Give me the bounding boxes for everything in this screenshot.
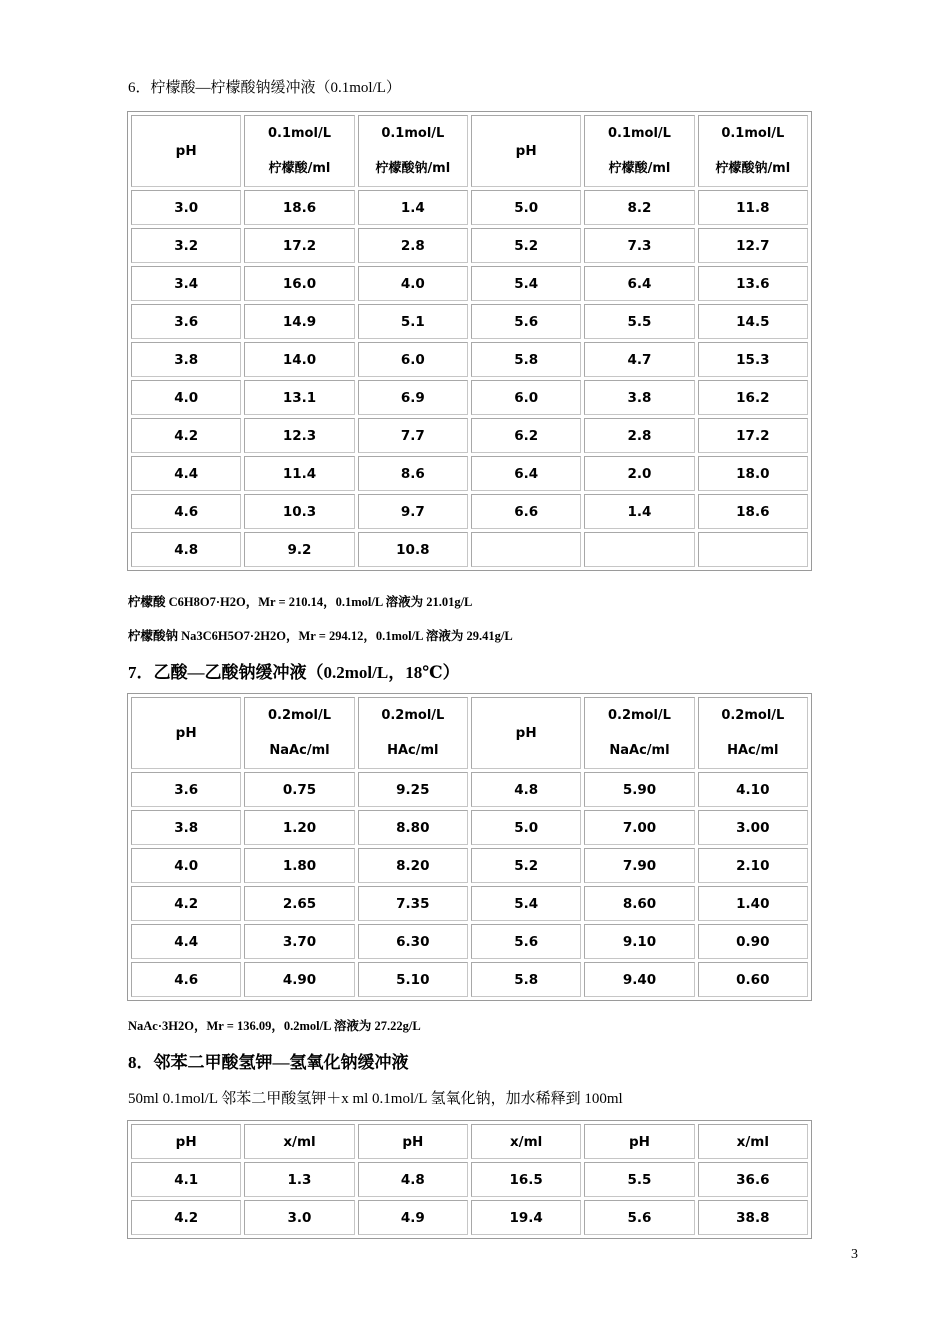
table-cell: 9.40 xyxy=(584,962,694,997)
table-cell: 3.6 xyxy=(131,772,241,807)
header-naac xyxy=(244,697,354,769)
table-cell: 0.90 xyxy=(698,924,808,959)
header-citric-acid xyxy=(244,115,354,187)
table-cell: 12.3 xyxy=(244,418,354,453)
table-cell: 6.30 xyxy=(358,924,468,959)
table-cell: 10.8 xyxy=(358,532,468,567)
table-cell: 4.10 xyxy=(698,772,808,807)
table-cell: 2.8 xyxy=(584,418,694,453)
table-cell: 6.4 xyxy=(471,456,581,491)
header-line1: 0.2mol/L xyxy=(607,708,671,723)
table-cell: 5.2 xyxy=(471,228,581,263)
table-cell: 4.4 xyxy=(131,456,241,491)
table-cell: 38.8 xyxy=(698,1200,808,1235)
header-ph: pH xyxy=(131,115,241,187)
table-cell: 3.0 xyxy=(131,190,241,225)
header-naac xyxy=(584,697,694,769)
table-cell: 4.90 xyxy=(244,962,354,997)
citric-acid-note: 柠檬酸 C6H8O7·H2O，Mr = 210.14，0.1mol/L 溶液为 21.01g/L xyxy=(128,595,473,609)
table-cell: 5.2 xyxy=(471,848,581,883)
table-cell: 4.8 xyxy=(358,1162,468,1197)
table-cell: 6.2 xyxy=(471,418,581,453)
table-cell: 18.6 xyxy=(698,494,808,529)
table-cell: 5.6 xyxy=(471,924,581,959)
table-cell: 1.4 xyxy=(358,190,468,225)
table-cell: 8.2 xyxy=(584,190,694,225)
table-cell: 4.9 xyxy=(358,1200,468,1235)
table-cell: 5.4 xyxy=(471,266,581,301)
table-row xyxy=(131,1162,808,1197)
table-cell: 3.70 xyxy=(244,924,354,959)
table-cell: 5.8 xyxy=(471,962,581,997)
table-cell: 4.6 xyxy=(131,962,241,997)
table-cell: 15.3 xyxy=(698,342,808,377)
table-row xyxy=(131,418,808,453)
table-cell: 4.1 xyxy=(131,1162,241,1197)
table-header-row xyxy=(131,115,808,187)
table-cell: 1.80 xyxy=(244,848,354,883)
table-row xyxy=(131,772,808,807)
table-cell: 4.4 xyxy=(131,924,241,959)
table-row xyxy=(131,304,808,339)
table-cell: 8.60 xyxy=(584,886,694,921)
table-cell: 5.90 xyxy=(584,772,694,807)
table-cell: 12.7 xyxy=(698,228,808,263)
table-cell: 3.8 xyxy=(131,342,241,377)
table-header-row xyxy=(131,1124,808,1159)
table-cell: 7.00 xyxy=(584,810,694,845)
header-ph: pH xyxy=(584,1124,694,1159)
table-body xyxy=(131,190,808,567)
acetate-buffer-table xyxy=(127,693,812,1001)
table-body xyxy=(131,1162,808,1235)
table-cell: 9.10 xyxy=(584,924,694,959)
header-line1: 0.1mol/L xyxy=(381,126,445,141)
table-cell: 4.0 xyxy=(131,380,241,415)
table-cell: 4.0 xyxy=(358,266,468,301)
table-cell: 5.6 xyxy=(584,1200,694,1235)
table-row xyxy=(131,962,808,997)
table-cell: 14.5 xyxy=(698,304,808,339)
table-cell: 1.20 xyxy=(244,810,354,845)
table-cell: 7.3 xyxy=(584,228,694,263)
header-line1: 0.2mol/L xyxy=(381,708,445,723)
table-cell: 16.5 xyxy=(471,1162,581,1197)
header-line1: 0.1mol/L xyxy=(721,126,785,141)
table-cell: 2.10 xyxy=(698,848,808,883)
header-x-ml: x/ml xyxy=(244,1124,354,1159)
table-cell: 5.8 xyxy=(471,342,581,377)
table-cell: 9.25 xyxy=(358,772,468,807)
table-cell: 3.0 xyxy=(244,1200,354,1235)
header-hac xyxy=(698,697,808,769)
header-ph: pH xyxy=(358,1124,468,1159)
header-line2: 柠檬酸/ml xyxy=(268,161,331,176)
table-cell: 6.6 xyxy=(471,494,581,529)
table-cell: 9.2 xyxy=(244,532,354,567)
table-row xyxy=(131,924,808,959)
section7-title: 7．乙酸—乙酸钠缓冲液（0.2mol/L，18℃） xyxy=(128,663,460,682)
citrate-buffer-table xyxy=(127,111,812,571)
table-cell: 4.2 xyxy=(131,418,241,453)
table-cell: 8.6 xyxy=(358,456,468,491)
table-cell: 1.40 xyxy=(698,886,808,921)
table-cell: 13.6 xyxy=(698,266,808,301)
header-ph: pH xyxy=(471,115,581,187)
table-cell: 18.0 xyxy=(698,456,808,491)
table-cell xyxy=(584,532,694,567)
table-cell: 6.0 xyxy=(358,342,468,377)
table-cell: 19.4 xyxy=(471,1200,581,1235)
table-cell: 14.0 xyxy=(244,342,354,377)
header-ph: pH xyxy=(131,697,241,769)
table-cell: 5.1 xyxy=(358,304,468,339)
table-cell: 6.0 xyxy=(471,380,581,415)
table-cell: 5.6 xyxy=(471,304,581,339)
header-line1: 0.2mol/L xyxy=(267,708,331,723)
header-line2: HAc/ml xyxy=(387,743,439,758)
table-cell: 3.00 xyxy=(698,810,808,845)
header-line1: 0.1mol/L xyxy=(267,126,331,141)
table-row xyxy=(131,494,808,529)
table-cell: 2.0 xyxy=(584,456,694,491)
header-line2: 柠檬酸钠/ml xyxy=(715,161,791,176)
table-row xyxy=(131,380,808,415)
table-body xyxy=(131,772,808,997)
table-row xyxy=(131,456,808,491)
table-cell: 13.1 xyxy=(244,380,354,415)
header-sodium-citrate xyxy=(358,115,468,187)
table-cell: 2.65 xyxy=(244,886,354,921)
table-cell: 4.8 xyxy=(471,772,581,807)
table-cell: 2.8 xyxy=(358,228,468,263)
sodium-acetate-note: NaAc·3H2O，Mr = 136.09，0.2mol/L 溶液为 27.22g/L xyxy=(128,1019,421,1033)
table-cell: 36.6 xyxy=(698,1162,808,1197)
section8-title: 8．邻苯二甲酸氢钾—氢氧化钠缓冲液 xyxy=(128,1053,409,1072)
header-line1: 0.1mol/L xyxy=(607,126,671,141)
header-line2: HAc/ml xyxy=(727,743,779,758)
table-cell: 5.0 xyxy=(471,810,581,845)
table-cell: 11.8 xyxy=(698,190,808,225)
header-line2: NaAc/ml xyxy=(609,743,670,758)
table-cell: 3.4 xyxy=(131,266,241,301)
table-cell: 5.0 xyxy=(471,190,581,225)
table-cell: 5.10 xyxy=(358,962,468,997)
table-row xyxy=(131,848,808,883)
table-cell: 4.6 xyxy=(131,494,241,529)
table-cell: 7.90 xyxy=(584,848,694,883)
table-cell: 8.20 xyxy=(358,848,468,883)
table-cell: 7.35 xyxy=(358,886,468,921)
table-cell: 5.4 xyxy=(471,886,581,921)
table-cell: 6.4 xyxy=(584,266,694,301)
sodium-citrate-note: 柠檬酸钠 Na3C6H5O7·2H2O，Mr = 294.12，0.1mol/L 溶液为 29.41g/L xyxy=(128,629,513,643)
table-cell: 4.0 xyxy=(131,848,241,883)
header-line1: 0.2mol/L xyxy=(721,708,785,723)
header-line2: NaAc/ml xyxy=(269,743,330,758)
table-cell: 5.5 xyxy=(584,304,694,339)
table-cell: 4.8 xyxy=(131,532,241,567)
table-cell xyxy=(471,532,581,567)
table-cell xyxy=(698,532,808,567)
table-cell: 3.8 xyxy=(131,810,241,845)
section8-description: 50ml 0.1mol/L 邻苯二甲酸氢钾＋x ml 0.1mol/L 氢氧化钠，加水稀释到 100ml xyxy=(128,1091,623,1107)
table-row xyxy=(131,532,808,567)
table-cell: 4.2 xyxy=(131,1200,241,1235)
table-cell: 10.3 xyxy=(244,494,354,529)
table-header-row xyxy=(131,697,808,769)
table-cell: 17.2 xyxy=(698,418,808,453)
header-ph: pH xyxy=(131,1124,241,1159)
table-cell: 11.4 xyxy=(244,456,354,491)
table-cell: 4.2 xyxy=(131,886,241,921)
header-x-ml: x/ml xyxy=(471,1124,581,1159)
table-cell: 4.7 xyxy=(584,342,694,377)
header-sodium-citrate xyxy=(698,115,808,187)
table-row xyxy=(131,266,808,301)
page-number: 3 xyxy=(851,1247,858,1262)
table-cell: 5.5 xyxy=(584,1162,694,1197)
table-row xyxy=(131,886,808,921)
header-ph: pH xyxy=(471,697,581,769)
table-cell: 16.2 xyxy=(698,380,808,415)
table-cell: 3.2 xyxy=(131,228,241,263)
phthalate-buffer-table xyxy=(127,1120,812,1239)
table-cell: 16.0 xyxy=(244,266,354,301)
header-x-ml: x/ml xyxy=(698,1124,808,1159)
header-hac xyxy=(358,697,468,769)
table-cell: 18.6 xyxy=(244,190,354,225)
table-cell: 1.4 xyxy=(584,494,694,529)
table-cell: 14.9 xyxy=(244,304,354,339)
table-row xyxy=(131,342,808,377)
header-line2: 柠檬酸/ml xyxy=(608,161,671,176)
header-citric-acid xyxy=(584,115,694,187)
table-cell: 3.6 xyxy=(131,304,241,339)
table-cell: 3.8 xyxy=(584,380,694,415)
table-cell: 7.7 xyxy=(358,418,468,453)
table-cell: 6.9 xyxy=(358,380,468,415)
table-cell: 9.7 xyxy=(358,494,468,529)
table-cell: 0.60 xyxy=(698,962,808,997)
table-row xyxy=(131,810,808,845)
table-cell: 0.75 xyxy=(244,772,354,807)
section6-title: 6．柠檬酸—柠檬酸钠缓冲液（0.1mol/L） xyxy=(128,80,401,96)
table-cell: 1.3 xyxy=(244,1162,354,1197)
table-cell: 17.2 xyxy=(244,228,354,263)
table-row xyxy=(131,1200,808,1235)
table-row xyxy=(131,228,808,263)
table-cell: 8.80 xyxy=(358,810,468,845)
table-row xyxy=(131,190,808,225)
header-line2: 柠檬酸钠/ml xyxy=(375,161,451,176)
